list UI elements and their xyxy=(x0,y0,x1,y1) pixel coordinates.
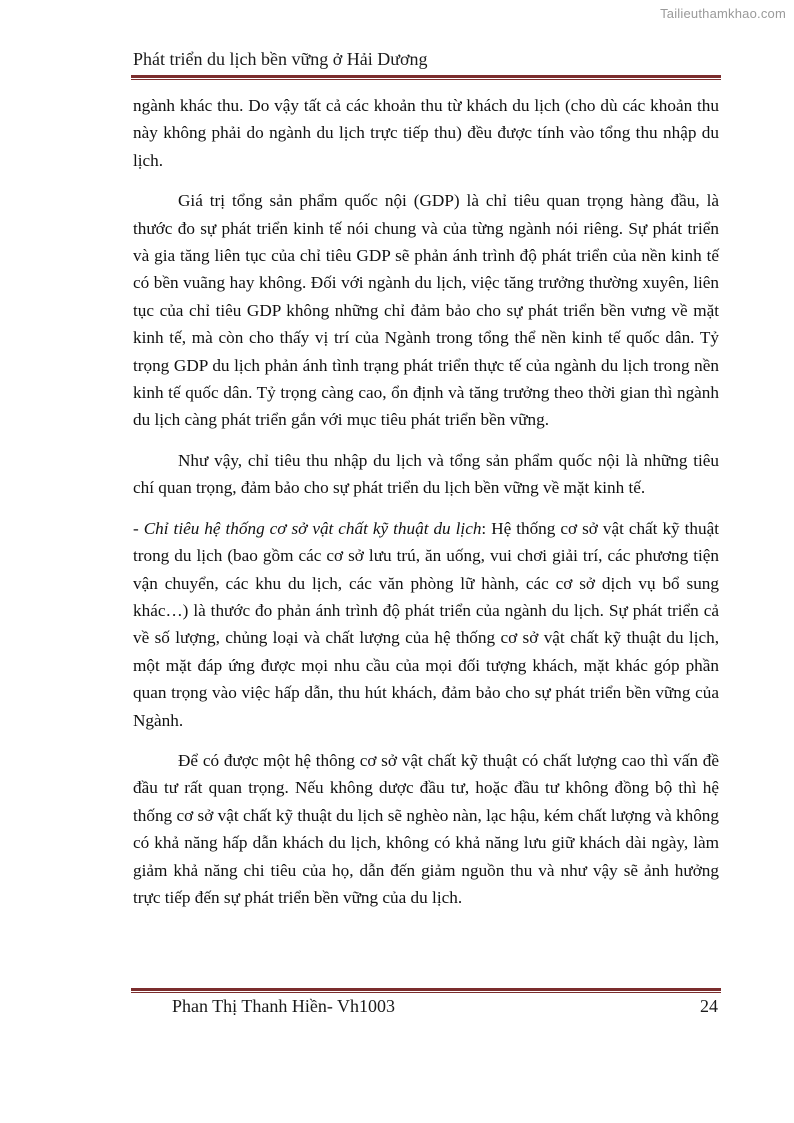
paragraph-continuation: ngành khác thu. Do vậy tất cả các khoản thu từ khách du lịch (cho dù các khoản thu này không phải do ngành du lịch trực tiếp thu) đều được tính vào tổng thu nhập du lịch. xyxy=(133,96,719,170)
paragraph-gdp: Giá trị tổng sản phẩm quốc nội (GDP) là chỉ tiêu quan trọng hàng đầu, là thước đo sự phát triển kinh tế nói chung và của từng ngành nói riêng. Sự phát triển và gia tăng liên tục của chỉ tiêu GDP sẽ phản ánh trình độ phát triển của nền kinh tế có bền vuãng hay không. Đối với ngành du lịch, việc tăng trưởng thường xuyên, liên tục của chỉ tiêu GDP không những chỉ đảm bảo cho sự phát triển bền vưng về mặt kinh tế, mà còn cho thấy vị trí của Ngành trong tổng thể nền kinh tế quốc dân. Tỷ trọng GDP du lịch phản ánh tình trạng phát triển thực tế của ngành du lịch trong nền kinh tế quốc dân. Tỷ trọng càng cao, ổn định và tăng trưởng theo thời gian thì ngành du lịch càng phát triển gắn với mục tiêu phát triển bền vững. xyxy=(133,191,719,430)
footer-author: Phan Thị Thanh Hiền- Vh1003 xyxy=(172,996,395,1016)
watermark-text: Tailieuthamkhao.com xyxy=(660,6,786,21)
criterion-body: : Hệ thống cơ sở vật chất kỹ thuật trong du lịch (bao gồm các cơ sở lưu trú, ăn uống, vui chơi giải trí, các phương tiện vận chuyển, các khu du lịch, các văn phòng lữ hành, các cơ sở dịch vụ bổ sung khác…) là thước đo phản ánh trình độ phát triển của ngành du lịch. Sự phát triển cả về số lượng, chủng loại và chất lượng của hệ thống cơ sở vật chất kỹ thuật du lịch, một mặt đáp ứng được mọi nhu cầu của mọi đối tượng khách, mặt khác góp phần quan trọng vào việc hấp dẫn, thu hút khách, đảm bảo cho sự phát triển bền vững của Ngành. xyxy=(133,518,719,730)
paragraph-criterion xyxy=(133,515,719,734)
paragraph-investment: Để có được một hệ thông cơ sở vật chất kỹ thuật có chất lượng cao thì vấn đề đầu tư rất quan trọng. Nếu không dược đầu tư, hoặc đầu tư không đồng bộ thì hệ thống cơ sở vật chất kỹ thuật du lịch sẽ nghèo nàn, lạc hậu, kém chất lượng và không có khả năng hấp dẫn khách du lịch, không có khả năng lưu giữ khách dài ngày, làm giảm khả năng chi tiêu của họ, dẫn đến giảm nguồn thu và như vậy sẽ ảnh hưởng trực tiếp đến sự phát triển bền vững của du lịch. xyxy=(133,750,719,907)
paragraph-summary: Như vậy, chỉ tiêu thu nhập du lịch và tổng sản phẩm quốc nội là những tiêu chí quan trọng, đảm bảo cho sự phát triển du lịch bền vững về mặt kinh tế. xyxy=(133,450,719,498)
page-number: 24 xyxy=(700,996,718,1016)
header-divider xyxy=(131,75,721,80)
criterion-dash: - xyxy=(133,518,144,538)
criterion-label: Chỉ tiêu hệ thống cơ sở vật chất kỹ thuật du lịch xyxy=(143,518,482,538)
page-body xyxy=(133,92,719,924)
footer-divider xyxy=(131,988,721,993)
running-header-title: Phát triển du lịch bền vững ở Hải Dương xyxy=(133,49,428,69)
